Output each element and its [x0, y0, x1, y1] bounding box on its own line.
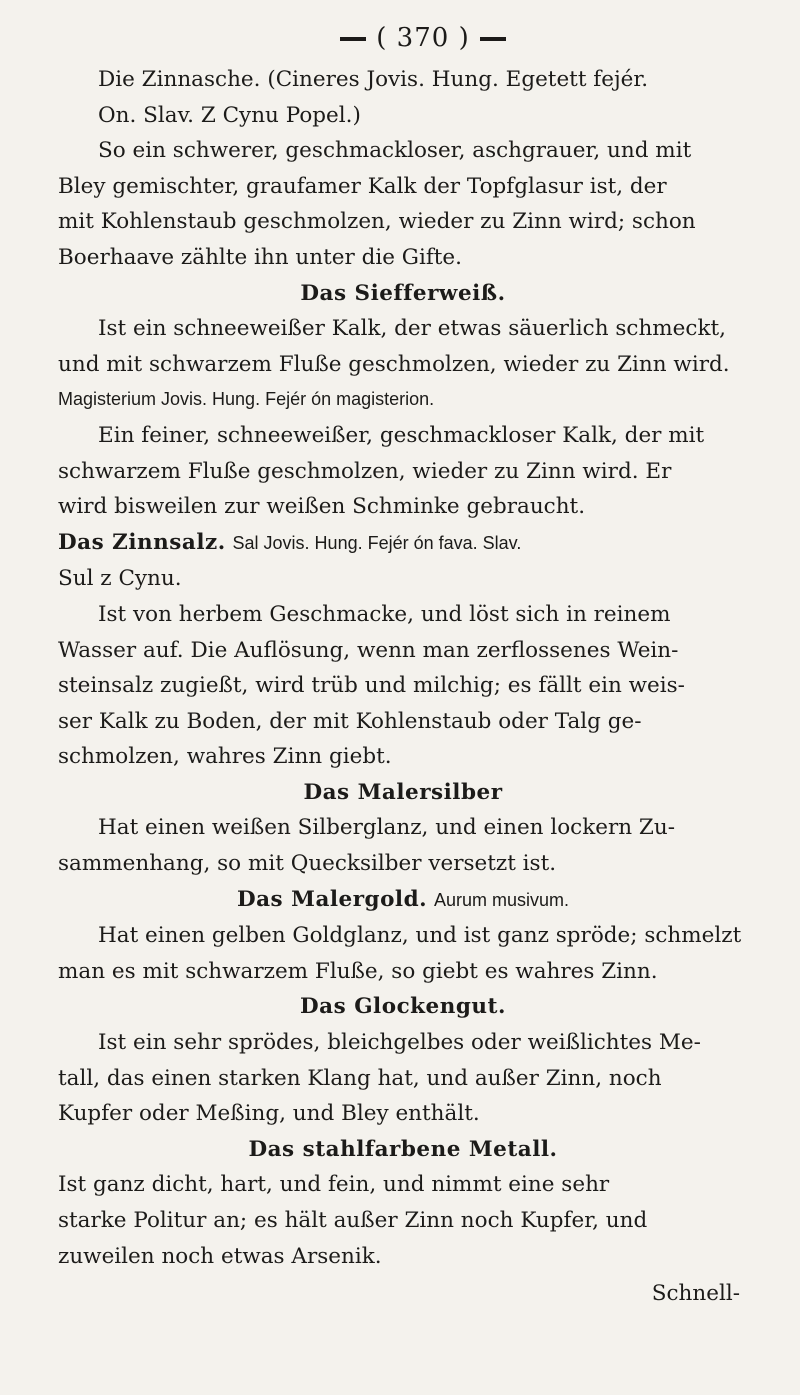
entry-heading: Das Malersilber — [303, 779, 503, 805]
text-line: Ist ganz dicht, hart, und fein, und nimmt eine sehr — [58, 1172, 610, 1198]
text-line: zuweilen noch etwas Arsenik. — [58, 1243, 382, 1269]
entry-heading: Das Zinnsalz. — [58, 529, 226, 555]
text-line: schmolzen, wahres Zinn giebt. — [58, 744, 392, 770]
catchword: Schnell- — [651, 1281, 740, 1307]
text-line: Die Zinnasche. (Cineres Jovis. Hung. Egetett fejér. — [98, 67, 649, 92]
header-rule-right — [480, 37, 506, 41]
text-line: Ein feiner, schneeweißer, geschmackloser Kalk, der mit — [98, 422, 705, 448]
entry-malersilber — [58, 775, 748, 882]
entry-heading-latin: Sal Jovis. Hung. Fejér ón fava. Slav. — [232, 532, 522, 553]
entry-heading-latin: Aurum musivum. — [433, 889, 569, 910]
text-line: schwarzem Fluße geschmolzen, wieder zu Zinn wird. Er — [58, 458, 672, 484]
text-line: ser Kalk zu Boden, der mit Kohlenstaub oder Talg ge- — [58, 708, 642, 734]
entry-stahlfarbene-metall — [58, 1132, 748, 1274]
text-line: steinsalz zugießt, wird trüb und milchig; es fällt ein weis- — [58, 673, 685, 699]
text-line: Bley gemischter, graufamer Kalk der Topfglasur ist, der — [58, 173, 667, 199]
entry-zinnasche — [58, 62, 748, 276]
page-header — [98, 18, 748, 62]
entry-heading-line — [58, 525, 748, 562]
text-line: So ein schwerer, geschmackloser, aschgrauer, und mit — [98, 138, 692, 164]
text-line: und mit schwarzem Fluße geschmolzen, wieder zu Zinn wird. — [58, 351, 730, 377]
text-line: starke Politur an; es hält außer Zinn noch Kupfer, und — [58, 1208, 648, 1233]
text-line: Ist ein schneeweißer Kalk, der etwas säuerlich schmeckt, — [98, 316, 726, 342]
text-line: Ist ein sehr sprödes, bleichgelbes oder weißlichtes Me- — [98, 1030, 701, 1056]
entry-siefferweiss — [58, 276, 748, 525]
text-line: sammenhang, so mit Quecksilber versetzt ist. — [58, 851, 557, 877]
text-line: wird bisweilen zur weißen Schminke gebraucht. — [58, 494, 586, 520]
page-number: ( 370 ) — [376, 23, 470, 53]
header-rule-left — [340, 37, 366, 41]
entry-heading: Das Malergold. — [236, 886, 428, 912]
text-line: Ist von herbem Geschmacke, und löst sich in reinem — [98, 601, 671, 627]
text-line: Kupfer oder Meßing, und Bley enthält. — [58, 1101, 480, 1127]
entry-zinnsalz — [58, 525, 748, 775]
text-line: Magisterium Jovis. Hung. Fejér ón magisterion. — [58, 389, 435, 410]
text-line: Hat einen gelben Goldglanz, und ist ganz spröde; schmelzt — [98, 923, 742, 949]
entry-heading: Das stahlfarbene Metall. — [248, 1136, 558, 1162]
text-line: Sul z Cynu. — [58, 566, 182, 592]
entry-heading-line — [58, 882, 748, 919]
text-line: Hat einen weißen Silberglanz, und einen lockern Zu- — [98, 815, 675, 841]
text-line: Wasser auf. Die Auflösung, wenn man zerflossenes Wein- — [58, 637, 679, 663]
entry-glockengut — [58, 989, 748, 1131]
text-line: man es mit schwarzem Fluße, so giebt es wahres Zinn. — [58, 958, 658, 984]
text-line: Boerhaave zählte ihn unter die Gifte. — [58, 244, 462, 270]
text-line: tall, das einen starken Klang hat, und außer Zinn, noch — [58, 1065, 662, 1091]
entry-malergold — [58, 882, 748, 990]
text-line: On. Slav. Z Cynu Popel.) — [98, 102, 361, 128]
entry-heading: Das Glockengut. — [300, 994, 506, 1020]
text-line: mit Kohlenstaub geschmolzen, wieder zu Zinn wird; schon — [58, 209, 696, 235]
entry-heading: Das Siefferweiß. — [300, 280, 506, 306]
